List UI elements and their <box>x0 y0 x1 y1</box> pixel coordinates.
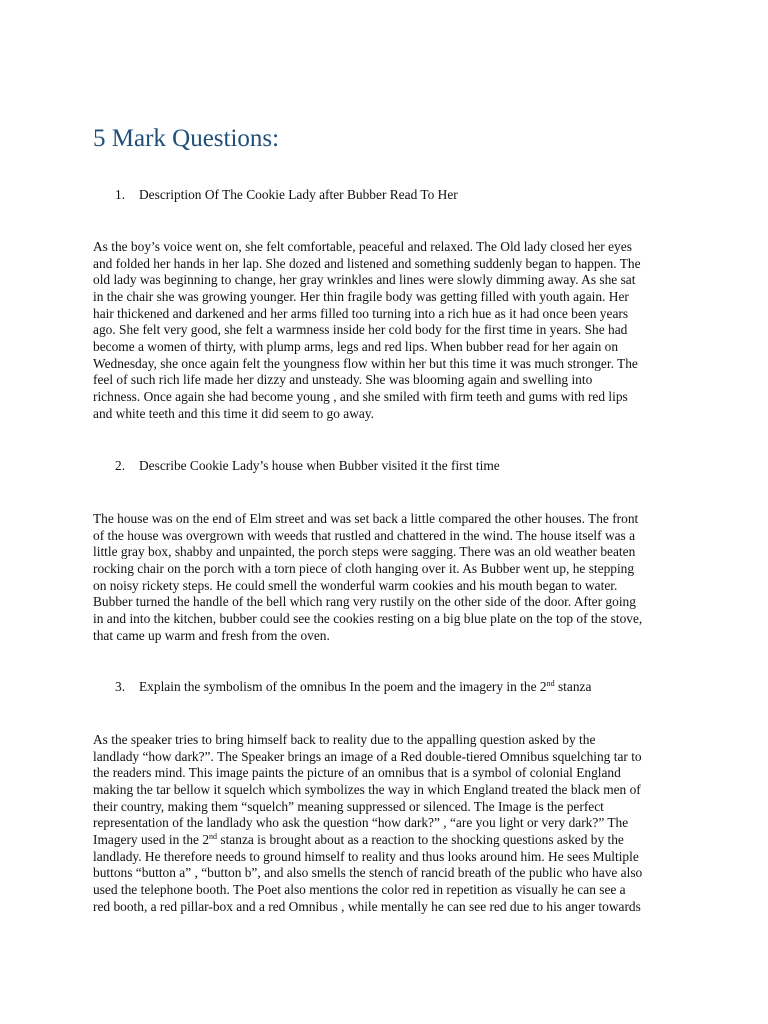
answer-line: hair thickened and darkened and her arms filled too turning into a rich hue as it had once been years <box>93 305 629 321</box>
answer-line: in and into the kitchen, bubber could see the cookies resting on a big blue plate on the top of the stove, <box>93 610 643 626</box>
answer-line: little gray box, shabby and unpainted, the porch steps were sagging. There was an old weather beaten <box>93 544 636 560</box>
answer-line: become a women of thirty, with plump arms, legs and red lips. When bubber read for her again on <box>93 338 619 354</box>
superscript: nd <box>209 831 218 841</box>
question-number: 1. <box>115 187 126 202</box>
answer-line: used the telephone booth. The Poet also mentions the color red in repetition as visually he can see a <box>93 881 626 897</box>
answer-line: As the boy’s voice went on, she felt comfortable, peaceful and relaxed. The Old lady closed her eyes <box>93 239 632 254</box>
question-text: Description Of The Cookie Lady after Bubber Read To Her <box>139 187 458 202</box>
answer-line: old lady was beginning to change, her gray wrinkles and lines were slowly dimming away. As she sat <box>93 272 636 288</box>
answer-line: of the house was overgrown with weeds that rustled and chattered in the wind. The house itself was a <box>93 527 636 543</box>
answer-line: in the chair she was growing younger. Her thin fragile body was getting filled with youth again. Her <box>93 288 629 304</box>
answer-line-with-superscript <box>93 832 678 849</box>
answer-line: The house was on the end of Elm street and was set back a little compared the other houses. The front <box>93 511 639 526</box>
answer-line: Bubber turned the handle of the bell which rang very rustily on the other side of the door. After going <box>93 594 636 610</box>
answer-line: representation of the landlady who ask the question “how dark?” , “are you light or very dark?” The <box>93 815 629 831</box>
answer-line: ago. She felt very good, she felt a warmness inside her cold body for the first time in years. She had <box>93 322 628 338</box>
answer-line: richness. Once again she had become young , and she smiled with firm teeth and gums with red lips <box>93 388 628 404</box>
answer-line: landlady. He therefore needs to ground himself to reality and thus looks around him. He sees Multiple <box>93 848 639 864</box>
answer-line: rocking chair on the porch with a torn piece of cloth hanging over it. As Bubber went up, he stepping <box>93 560 635 576</box>
answer-text: stanza is brought about as a reaction to the shocking questions asked by the <box>217 831 624 847</box>
answer-line: their country, making them “squelch” meaning suppressed or silenced. The Image is the perfect <box>93 798 604 814</box>
answer-line: red booth, a red pillar-box and a red Omnibus , while mentally he can see red due to his anger towards <box>93 898 641 914</box>
answer-line: that came up warm and fresh from the oven. <box>93 627 330 643</box>
answer-text: Imagery used in the 2 <box>93 831 210 847</box>
answer-line: and folded her hands in her lap. She dozed and listened and something suddenly began to happen. The <box>93 255 641 271</box>
answer-line: and white teeth and this time it did seem to go away. <box>93 405 375 421</box>
answer-line: the readers mind. This image paints the picture of an omnibus that is a symbol of colonial England <box>93 765 621 781</box>
answer-line: Wednesday, she once again felt the youngness flow within her but this time it was much stronger. The <box>93 355 638 371</box>
question-3-title <box>115 679 591 695</box>
answer-line: making the tar bellow it squelch which symbolizes the way in which England treated the black men of <box>93 781 641 797</box>
answer-1 <box>93 239 678 422</box>
answer-2 <box>93 511 678 644</box>
question-number: 3. <box>115 679 126 694</box>
question-text: Explain the symbolism of the omnibus In the poem and the imagery in the 2 <box>139 679 547 694</box>
answer-line: As the speaker tries to bring himself back to reality due to the appalling question asked by the <box>93 732 596 747</box>
question-number: 2. <box>115 458 126 473</box>
answer-line: landlady “how dark?”. The Speaker brings an image of a Red double-tiered Omnibus squelching tar to <box>93 748 642 764</box>
answer-line: buttons “button a” , “button b”, and also smells the stench of rancid breath of the public who have also <box>93 865 643 881</box>
question-text: Describe Cookie Lady’s house when Bubber visited it the first time <box>139 458 500 473</box>
answer-3 <box>93 732 678 915</box>
answer-line: on noisy rickety steps. He could smell the wonderful warm cookies and his mouth began to water. <box>93 577 618 593</box>
page-heading: 5 Mark Questions: <box>93 125 280 152</box>
question-1-title <box>115 187 458 203</box>
question-text-end: stanza <box>554 679 592 694</box>
answer-line: feel of such rich life made her dizzy and unsteady. She was blooming again and swelling into <box>93 372 593 388</box>
superscript: nd <box>546 679 555 688</box>
question-2-title <box>115 458 500 474</box>
